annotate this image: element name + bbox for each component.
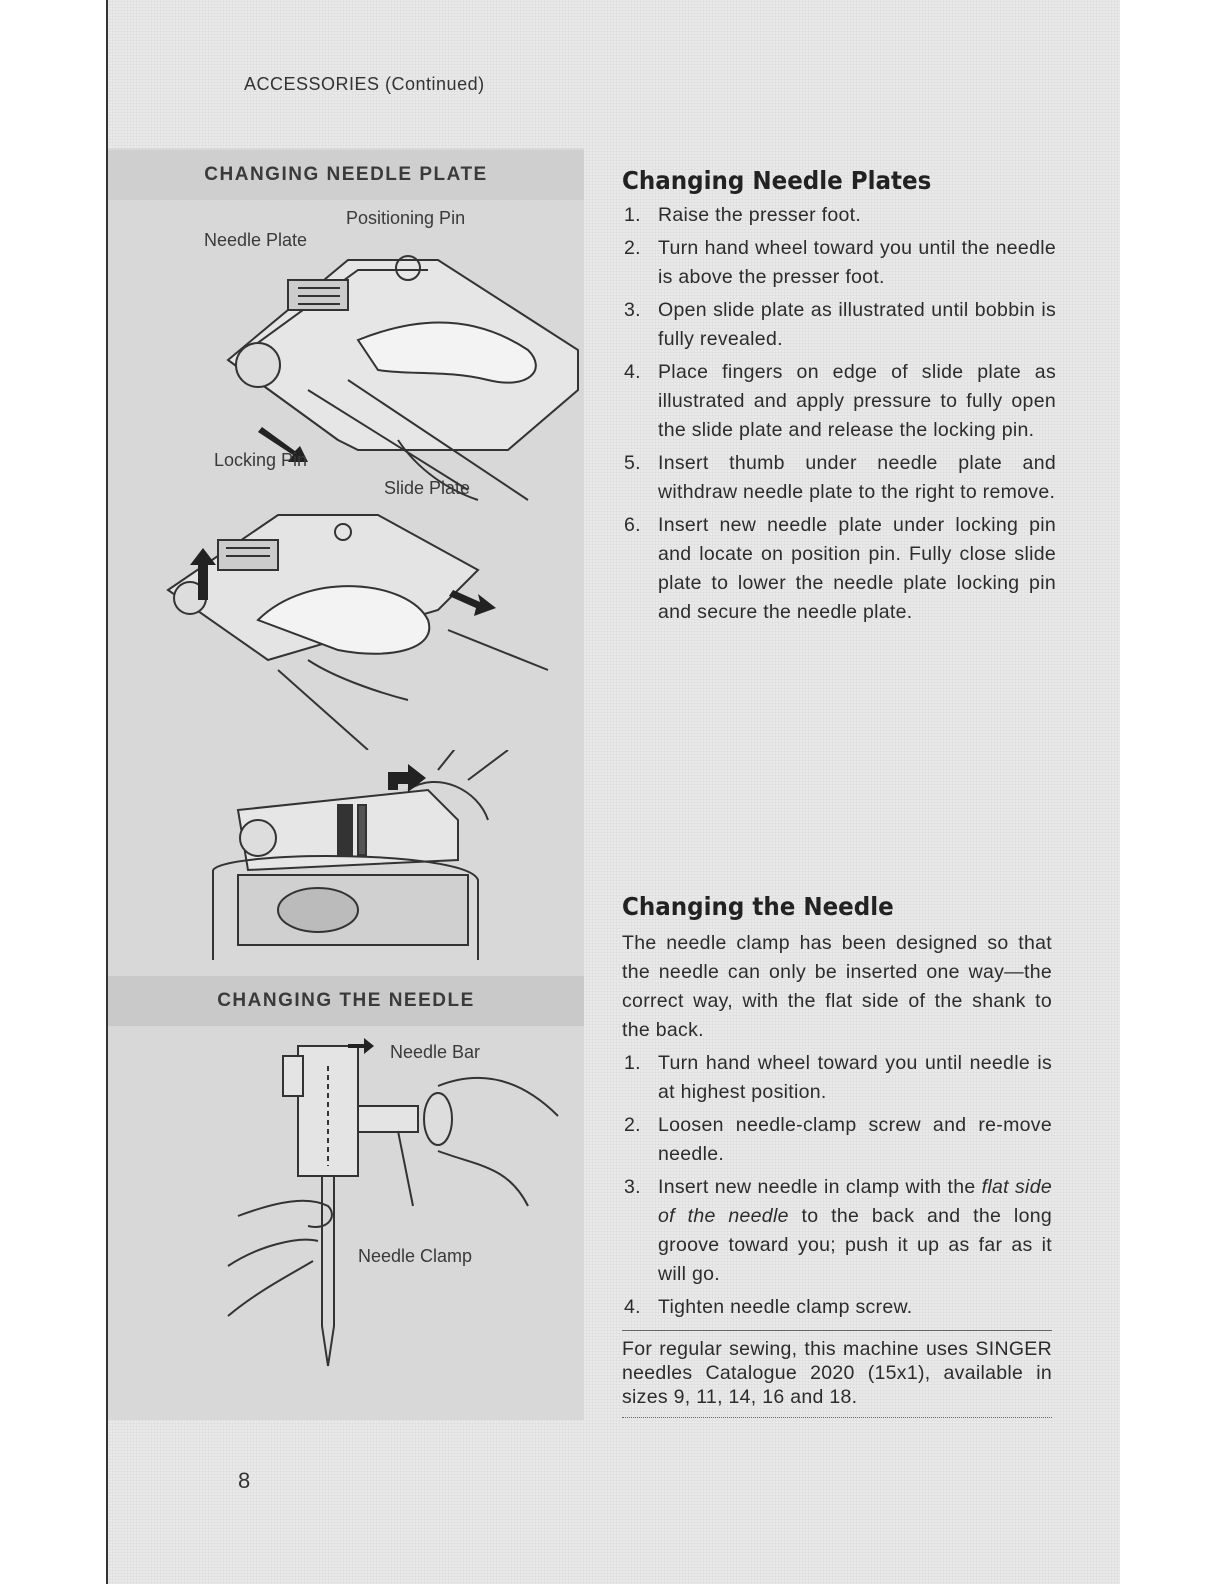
- step-item: 6. Insert new needle plate under locking pin and locate on position pin. Fully close slide plate to lower the needle plate locking pin and secure the needle plate.: [624, 514, 1056, 623]
- figure-close-slide-plate: [108, 750, 584, 970]
- step-item: 4. Tighten needle clamp screw.: [624, 1296, 913, 1318]
- figure-remove-needle-plate: [108, 510, 584, 750]
- page-corner: [1154, 0, 1224, 70]
- plate-illustration-caption: CHANGING NEEDLE PLATE: [108, 150, 584, 200]
- figure-change-needle: [108, 1026, 584, 1420]
- label-needle-bar: Needle Bar: [390, 1042, 481, 1062]
- section-title-needle-plates: Changing Needle Plates: [622, 166, 932, 195]
- step-item: 1. Turn hand wheel toward you until needle is at highest position.: [624, 1052, 1052, 1103]
- open-slide-plate-drawing: [108, 200, 584, 510]
- label-slide-plate: Slide Plate: [384, 478, 471, 498]
- remove-needle-plate-drawing: [108, 510, 584, 750]
- step-item: 2. Loosen needle-clamp screw and re-move needle.: [624, 1114, 1052, 1165]
- change-needle-drawing: [108, 1026, 584, 1420]
- label-positioning-pin: Positioning Pin: [346, 208, 466, 228]
- page-header: ACCESSORIES (Continued): [244, 74, 485, 94]
- step-item: 3. Insert new needle in clamp with the flat side of the needle to the back and the long groove toward you; push it up as far as it will go.: [624, 1176, 1052, 1285]
- illustration-column: [108, 148, 584, 1420]
- emphasis-flat-side: flat side of the needle: [658, 1176, 1052, 1227]
- needle-illustration-caption: CHANGING THE NEEDLE: [108, 976, 584, 1026]
- needle-intro-paragraph: The needle clamp has been designed so that the needle can only be inserted one way—the correct way, with the flat side of the shank to the back.: [622, 932, 1052, 1041]
- close-slide-plate-drawing: [108, 750, 584, 970]
- needle-steps: [622, 1049, 1052, 1322]
- page-number: 8: [238, 1468, 251, 1493]
- section-changing-needle-plates: [622, 166, 1056, 631]
- section-changing-the-needle: [622, 892, 1052, 1418]
- label-locking-pin: Locking Pin: [214, 450, 308, 470]
- label-needle-clamp: Needle Clamp: [358, 1246, 473, 1266]
- step-item: 1. Raise the presser foot.: [624, 204, 862, 226]
- step-item: 5. Insert thumb under needle plate and withdraw needle plate to the right to remove.: [624, 452, 1056, 503]
- section-title-changing-needle: Changing the Needle: [622, 892, 894, 921]
- label-needle-plate: Needle Plate: [204, 230, 308, 250]
- needle-catalogue-note: For regular sewing, this machine uses SINGER needles Catalogue 2020 (15x1), available in sizes 9, 11, 14, 16 and 18.: [622, 1330, 1052, 1418]
- figure-open-slide-plate: [108, 200, 584, 510]
- step-item: 2. Turn hand wheel toward you until the needle is above the presser foot.: [624, 237, 1056, 288]
- step-item: 3. Open slide plate as illustrated until bobbin is fully revealed.: [624, 299, 1056, 350]
- page-margin: [0, 0, 108, 1584]
- step-item: 4. Place fingers on edge of slide plate as illustrated and apply pressure to fully open the slide plate and release the locking pin.: [624, 361, 1056, 441]
- needle-plate-steps: [622, 201, 1056, 627]
